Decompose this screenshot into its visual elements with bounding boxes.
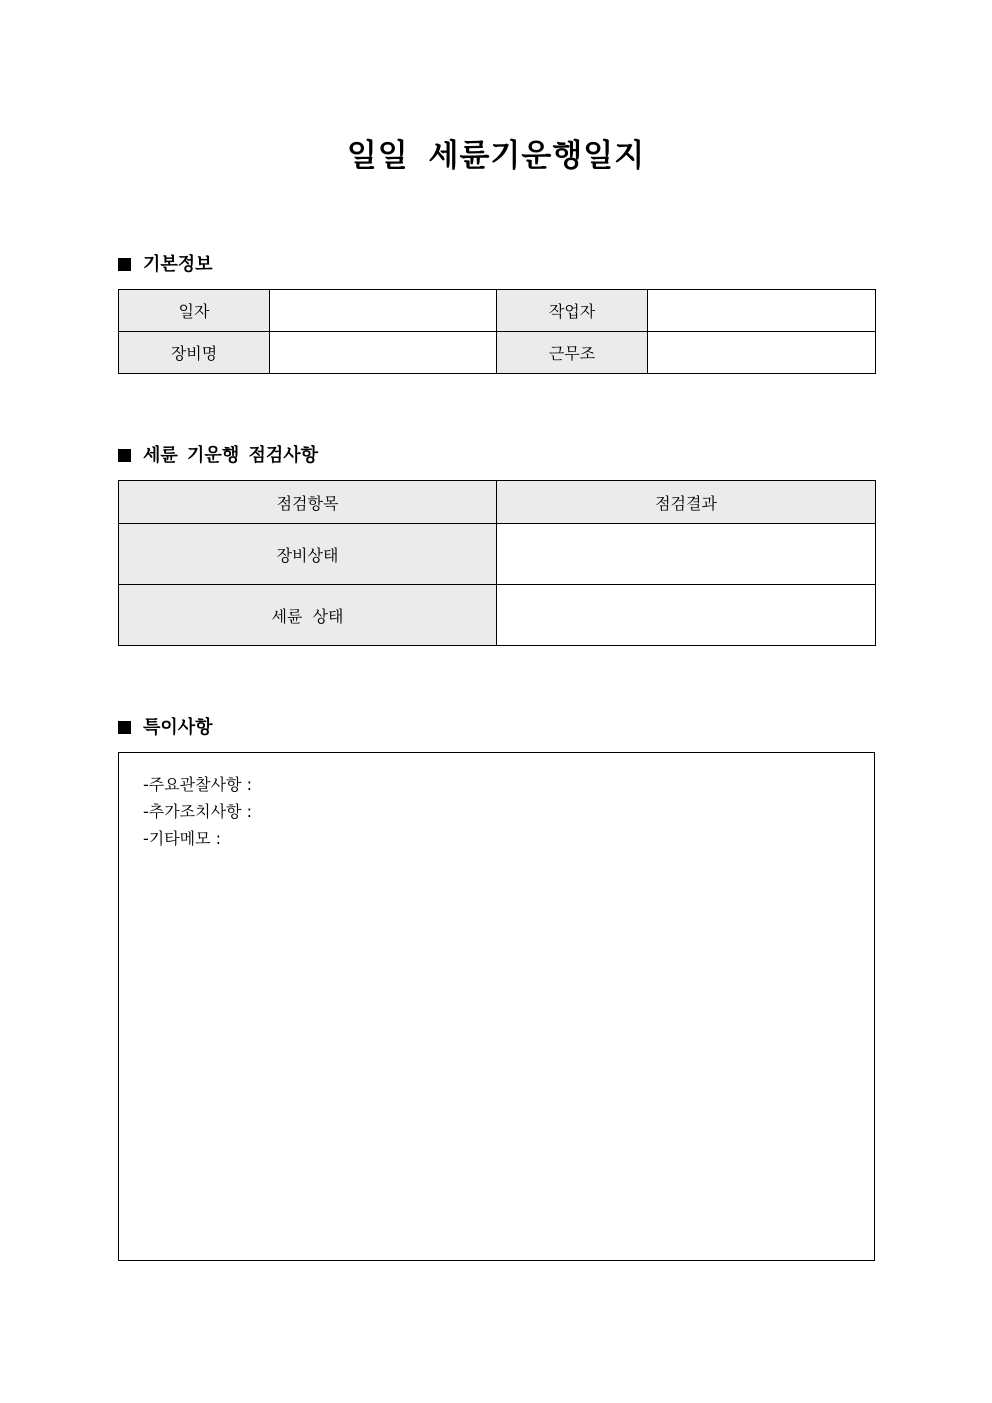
table-row bbox=[119, 524, 876, 585]
notes-heading-text: 특이사항 bbox=[143, 717, 213, 738]
basic-info-heading-text: 기본정보 bbox=[143, 254, 213, 275]
wash-status-label: 세륜 상태 bbox=[119, 585, 497, 646]
list-item: -주요관찰사항 : bbox=[143, 775, 252, 794]
equipment-name-label: 장비명 bbox=[119, 332, 270, 374]
equipment-status-label: 장비상태 bbox=[119, 524, 497, 585]
shift-value-cell[interactable] bbox=[648, 332, 876, 374]
inspection-table bbox=[118, 480, 876, 646]
table-header-row bbox=[119, 481, 876, 524]
notes-box[interactable] bbox=[118, 752, 875, 1261]
worker-label: 작업자 bbox=[497, 290, 648, 332]
square-bullet-icon bbox=[118, 258, 131, 271]
table-row bbox=[119, 332, 876, 374]
date-value-cell[interactable] bbox=[270, 290, 497, 332]
column-header-result: 점검결과 bbox=[497, 481, 876, 524]
column-header-item: 점검항목 bbox=[119, 481, 497, 524]
shift-label: 근무조 bbox=[497, 332, 648, 374]
inspection-heading-text: 세륜 기운행 점검사항 bbox=[143, 445, 319, 466]
list-item: -기타메모 : bbox=[143, 829, 222, 848]
wash-status-result-cell[interactable] bbox=[497, 585, 876, 646]
equipment-name-value-cell[interactable] bbox=[270, 332, 497, 374]
equipment-status-result-cell[interactable] bbox=[497, 524, 876, 585]
basic-info-heading bbox=[118, 253, 213, 277]
basic-info-table bbox=[118, 289, 876, 374]
square-bullet-icon bbox=[118, 449, 131, 462]
inspection-heading bbox=[118, 444, 318, 468]
square-bullet-icon bbox=[118, 721, 131, 734]
date-label: 일자 bbox=[119, 290, 270, 332]
notes-list bbox=[143, 771, 252, 852]
table-row bbox=[119, 585, 876, 646]
worker-value-cell[interactable] bbox=[648, 290, 876, 332]
table-row bbox=[119, 290, 876, 332]
notes-heading bbox=[118, 716, 213, 740]
page-title: 일일 세륜기운행일지 bbox=[346, 138, 646, 174]
list-item: -추가조치사항 : bbox=[143, 802, 252, 821]
